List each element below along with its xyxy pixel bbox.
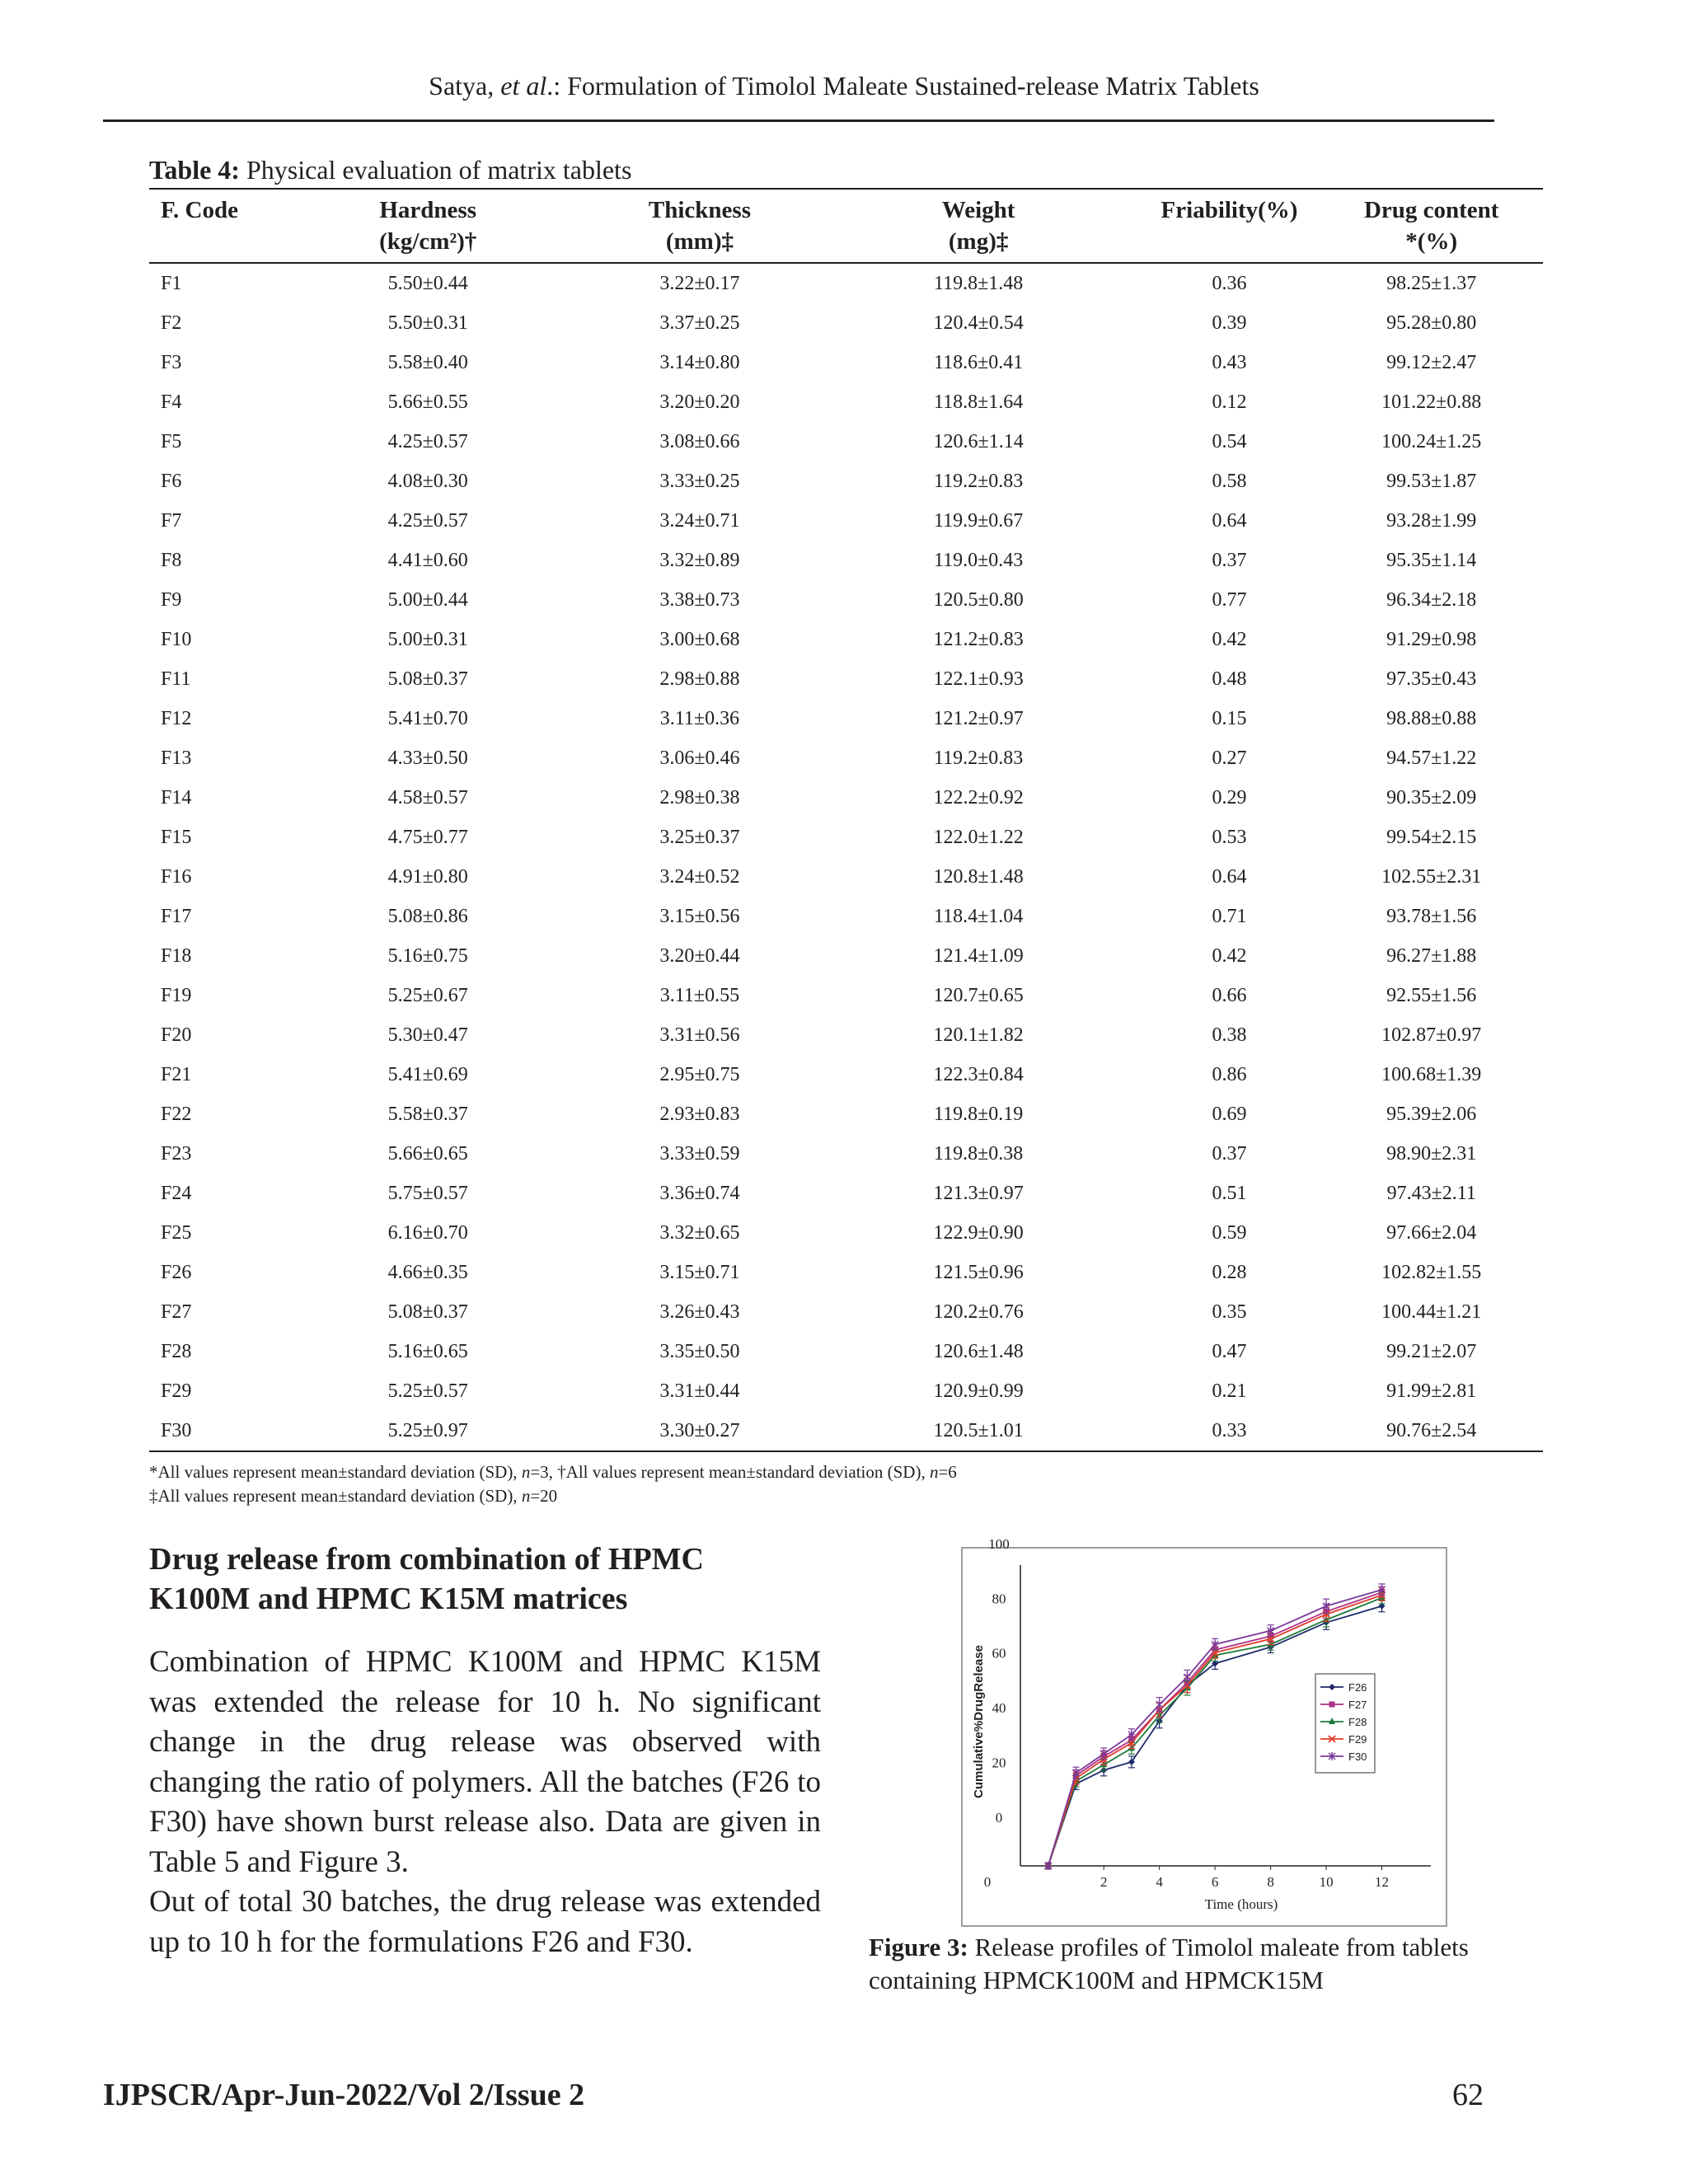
table-cell: 5.50±0.31 [387, 312, 468, 334]
table-row [149, 1332, 1543, 1371]
table-cell: F14 [161, 786, 192, 808]
table-cell: 93.78±1.56 [1386, 905, 1477, 927]
table-row [149, 1055, 1543, 1094]
figure-3 [961, 1536, 1447, 1927]
table-cell: 121.3±0.97 [933, 1182, 1024, 1204]
running-head-etal: et al [500, 71, 547, 101]
table-cell: 5.00±0.44 [387, 588, 468, 611]
table-cell: 5.08±0.86 [387, 905, 468, 927]
table-cell: 121.5±0.96 [933, 1261, 1024, 1283]
table-cell: F6 [161, 470, 182, 492]
table-cell: 5.08±0.37 [387, 668, 468, 690]
paragraph: Out of total 30 batches, the drug release was extended up to 10 h for the formulations F26 and F30. [149, 1885, 821, 1959]
table-cell: 3.33±0.59 [659, 1142, 740, 1165]
footnote-text: =20 [530, 1486, 558, 1506]
table-cell: 3.08±0.66 [659, 430, 740, 452]
table-row [149, 382, 1543, 422]
table-row [149, 976, 1543, 1015]
table-cell: 0.37 [1212, 1142, 1247, 1165]
table-row [149, 699, 1543, 738]
table-cell: F15 [161, 826, 192, 848]
table-cell: 91.99±2.81 [1386, 1380, 1477, 1402]
table-cell: F10 [161, 628, 192, 650]
x-tick-label: 2 [1100, 1874, 1108, 1890]
table-cell: 3.24±0.71 [659, 509, 740, 532]
table-cell: 3.35±0.50 [659, 1340, 740, 1362]
table-cell: F13 [161, 747, 192, 769]
section-body [149, 1643, 821, 1962]
table-cell: 4.75±0.77 [387, 826, 468, 848]
table-row [149, 501, 1543, 541]
table-cell: 96.34±2.18 [1386, 588, 1477, 611]
table-cell: 5.75±0.57 [387, 1182, 468, 1204]
table-cell: 118.6±0.41 [933, 351, 1024, 373]
table-cell: 2.95±0.75 [659, 1063, 740, 1085]
table-row [149, 1292, 1543, 1332]
running-head-authors: Satya, [429, 71, 501, 101]
table-cell: F25 [161, 1221, 192, 1244]
footnote-line-2 [149, 1484, 957, 1508]
table-cell: F9 [161, 588, 182, 611]
table-cell: 3.36±0.74 [659, 1182, 740, 1204]
footnote-text: =6 [938, 1462, 957, 1482]
table-header-row [149, 189, 1543, 263]
table-cell: 119.8±0.19 [933, 1103, 1024, 1125]
table-cell: 3.33±0.25 [659, 470, 740, 492]
table-cell: 0.51 [1212, 1182, 1247, 1204]
legend-label: F29 [1348, 1733, 1367, 1746]
table-cell: 0.36 [1212, 272, 1247, 294]
table-cell: 98.88±0.88 [1386, 707, 1477, 729]
table-cell: 119.8±0.38 [933, 1142, 1024, 1165]
table-cell: 119.9±0.67 [933, 509, 1024, 532]
table-cell: 5.25±0.57 [387, 1380, 468, 1402]
column-header [1320, 189, 1543, 263]
table-cell: 120.8±1.48 [933, 865, 1024, 888]
table-cell: 5.16±0.65 [387, 1340, 468, 1362]
table-cell: 0.47 [1212, 1340, 1247, 1362]
column-header-unit: (mg)‡ [948, 228, 1009, 255]
table-cell: 5.58±0.40 [387, 351, 468, 373]
table-cell: 120.5±1.01 [933, 1419, 1024, 1441]
column-header [1139, 189, 1320, 263]
section-heading-line-2: K100M and HPMC K15M matrices [149, 1582, 628, 1616]
table-cell: 96.27±1.88 [1386, 944, 1477, 967]
table-cell: 3.20±0.44 [659, 944, 740, 967]
column-header-unit: (mm)‡ [665, 228, 734, 255]
table-cell: 0.12 [1212, 391, 1247, 413]
table-row [149, 936, 1543, 976]
x-axis-label: Time (hours) [1204, 1896, 1278, 1912]
table-cell: 95.39±2.06 [1386, 1103, 1477, 1125]
table-cell: 102.82±1.55 [1381, 1261, 1482, 1283]
table-cell: 0.59 [1212, 1221, 1247, 1244]
table-cell: 3.26±0.43 [659, 1301, 740, 1323]
table-cell: 119.0±0.43 [933, 549, 1024, 571]
table-cell: F20 [161, 1024, 192, 1046]
table-cell: 0.29 [1212, 786, 1247, 808]
table-cell: 120.6±1.14 [933, 430, 1024, 452]
table-cell: 3.31±0.44 [659, 1380, 740, 1402]
table-cell: 97.35±0.43 [1386, 668, 1477, 690]
legend-label: F27 [1348, 1699, 1367, 1711]
figure-caption-text: Release profiles of Timolol maleate from tablets containing HPMCK100M and HPMCK15M [869, 1933, 1469, 1994]
table-cell: 0.37 [1212, 549, 1247, 571]
table-cell: 92.55±1.56 [1386, 984, 1477, 1006]
table-cell: 120.4±0.54 [933, 312, 1024, 334]
table-cell: 90.35±2.09 [1386, 786, 1477, 808]
table-cell: 4.66±0.35 [387, 1261, 468, 1283]
column-header [274, 189, 581, 263]
table-cell: 0.64 [1212, 509, 1247, 532]
table-row [149, 1174, 1543, 1213]
table-cell: 3.11±0.55 [659, 984, 740, 1006]
y-tick-label: 0 [995, 1809, 1003, 1825]
table-cell: 0.39 [1212, 312, 1247, 334]
column-header-line: Hardness [379, 197, 477, 223]
physical-evaluation-table [149, 188, 1543, 1452]
table-cell: 0.54 [1212, 430, 1247, 452]
table-row [149, 303, 1543, 343]
table-cell: 5.50±0.44 [387, 272, 468, 294]
running-head-title: .: Formulation of Timolol Maleate Sustained-release Matrix Tablets [546, 71, 1259, 101]
footnote-n: n [521, 1462, 531, 1482]
table-cell: 3.14±0.80 [659, 351, 740, 373]
table-cell: 122.2±0.92 [933, 786, 1024, 808]
table-cell: 4.33±0.50 [387, 747, 468, 769]
table-cell: 5.58±0.37 [387, 1103, 468, 1125]
table-cell: 93.28±1.99 [1386, 509, 1477, 532]
table-cell: F28 [161, 1340, 192, 1362]
table-cell: 101.22±0.88 [1381, 391, 1482, 413]
table-cell: 91.29±0.98 [1386, 628, 1477, 650]
table-cell: 4.25±0.57 [387, 430, 468, 452]
table-cell: 0.33 [1212, 1419, 1247, 1441]
table-cell: 99.54±2.15 [1386, 826, 1477, 848]
table-cell: 100.68±1.39 [1381, 1063, 1482, 1085]
table-cell: 5.66±0.55 [387, 391, 468, 413]
table-cell: 0.64 [1212, 865, 1247, 888]
table-cell: 3.15±0.71 [659, 1261, 740, 1283]
table-row [149, 1094, 1543, 1134]
table-row [149, 857, 1543, 897]
table-cell: F19 [161, 984, 192, 1006]
table-cell: 0.43 [1212, 351, 1247, 373]
table-cell: 3.00±0.68 [659, 628, 740, 650]
table-caption [149, 153, 1543, 188]
table-cell: 102.87±0.97 [1381, 1024, 1482, 1046]
table-cell: 90.76±2.54 [1386, 1419, 1477, 1441]
table-cell: F5 [161, 430, 182, 452]
column-header-unit: (kg/cm²)† [379, 228, 477, 255]
table-cell: 4.25±0.57 [387, 509, 468, 532]
column-header-line: Drug content [1363, 197, 1499, 223]
table-row [149, 263, 1543, 303]
section-heading [149, 1540, 825, 1619]
table-cell: 118.8±1.64 [933, 391, 1024, 413]
column-header-line: F. Code [161, 197, 238, 223]
table-cell: F22 [161, 1103, 192, 1125]
table-cell: 95.28±0.80 [1386, 312, 1477, 334]
column-header [818, 189, 1139, 263]
table-row [149, 897, 1543, 936]
table-cell: 97.66±2.04 [1386, 1221, 1477, 1244]
table-cell: 100.44±1.21 [1381, 1301, 1482, 1323]
table-row [149, 462, 1543, 501]
table-cell: 122.3±0.84 [933, 1063, 1024, 1085]
table-cell: F16 [161, 865, 192, 888]
table-cell: 100.24±1.25 [1381, 430, 1482, 452]
table-cell: 3.32±0.89 [659, 549, 740, 571]
data-point-star [1156, 1700, 1163, 1708]
journal-footer: IJPSCR/Apr-Jun-2022/Vol 2/Issue 2 [103, 2078, 585, 2112]
table-cell: 5.66±0.65 [387, 1142, 468, 1165]
table-cell: 99.21±2.07 [1386, 1340, 1477, 1362]
table-cell: F23 [161, 1142, 192, 1165]
table-cell: 122.1±0.93 [933, 668, 1024, 690]
table-cell: 118.4±1.04 [933, 905, 1024, 927]
table-cell: F18 [161, 944, 192, 967]
table-4 [149, 153, 1543, 1452]
table-cell: 120.1±1.82 [933, 1024, 1024, 1046]
table-cell: 0.21 [1212, 1380, 1247, 1402]
table-cell: 120.2±0.76 [933, 1301, 1024, 1323]
table-row [149, 580, 1543, 620]
table-caption-text: Physical evaluation of matrix tablets [239, 155, 632, 185]
table-cell: 3.31±0.56 [659, 1024, 740, 1046]
table-cell: 4.08±0.30 [387, 470, 468, 492]
table-cell: F29 [161, 1380, 192, 1402]
table-cell: 95.35±1.14 [1386, 549, 1477, 571]
table-row [149, 778, 1543, 818]
column-header [149, 189, 274, 263]
table-cell: 120.7±0.65 [933, 984, 1024, 1006]
table-cell: 119.2±0.83 [933, 470, 1024, 492]
table-row [149, 1371, 1543, 1411]
page-number: 62 [1452, 2078, 1484, 2112]
table-cell: F21 [161, 1063, 192, 1085]
figure-caption [869, 1931, 1528, 1997]
table-cell: F17 [161, 905, 192, 927]
x-tick-label: 12 [1375, 1874, 1390, 1890]
table-cell: 5.08±0.37 [387, 1301, 468, 1323]
footnote-text: ‡All values represent mean±standard deviation (SD), [149, 1486, 522, 1506]
table-cell: 2.98±0.38 [659, 786, 740, 808]
table-cell: 2.98±0.88 [659, 668, 740, 690]
footnote-text: *All values represent mean±standard deviation (SD), [149, 1462, 522, 1482]
table-cell: 5.25±0.97 [387, 1419, 468, 1441]
table-cell: F12 [161, 707, 192, 729]
x-tick-label: 10 [1319, 1874, 1334, 1890]
table-row [149, 1134, 1543, 1174]
legend-label: F26 [1348, 1681, 1367, 1694]
table-cell: 120.9±0.99 [933, 1380, 1024, 1402]
table-cell: 3.25±0.37 [659, 826, 740, 848]
table-cell: 4.58±0.57 [387, 786, 468, 808]
table-cell: 0.42 [1212, 944, 1247, 967]
legend-label: F28 [1348, 1716, 1367, 1728]
data-point-square [1329, 1702, 1335, 1708]
column-header-line: Weight [941, 197, 1015, 223]
table-row [149, 620, 1543, 659]
table-cell: 0.38 [1212, 1024, 1247, 1046]
table-cell: 98.25±1.37 [1386, 272, 1477, 294]
paragraph: Combination of HPMC K100M and HPMC K15M was extended the release for 10 h. No significant change in the drug release was observed with changing the ratio of polymers. All the batches (F26 to F30) have shown burst release also. Data are given in Table 5 and Figure 3. [149, 1645, 821, 1879]
legend-label: F30 [1348, 1750, 1367, 1763]
table-cell: 5.16±0.75 [387, 944, 468, 967]
table-cell: 0.28 [1212, 1261, 1247, 1283]
table-cell: F24 [161, 1182, 192, 1204]
column-header-line: Thickness [648, 197, 751, 223]
running-head [0, 69, 1688, 102]
footnote-line-1 [149, 1460, 957, 1484]
table-cell: 3.32±0.65 [659, 1221, 740, 1244]
table-cell: 0.86 [1212, 1063, 1247, 1085]
table-cell: 94.57±1.22 [1386, 747, 1477, 769]
column-header-unit: *(%) [1405, 228, 1458, 255]
table-cell: 5.41±0.69 [387, 1063, 468, 1085]
table-cell: 3.20±0.20 [659, 391, 740, 413]
table-row [149, 343, 1543, 382]
table-cell: 3.11±0.36 [659, 707, 740, 729]
table-cell: 0.71 [1212, 905, 1247, 927]
table-cell: F30 [161, 1419, 192, 1441]
table-row [149, 541, 1543, 580]
table-row [149, 1411, 1543, 1451]
release-profile-chart [963, 1536, 1446, 1925]
section-heading-line-1: Drug release from combination of HPMC [149, 1542, 704, 1577]
column-header-line: Friability(%) [1160, 197, 1298, 223]
x-tick-label: 0 [983, 1874, 992, 1890]
y-tick-label: 40 [992, 1700, 1006, 1717]
table-cell: 4.91±0.80 [387, 865, 468, 888]
table-cell: 0.53 [1212, 826, 1247, 848]
table-cell: 4.41±0.60 [387, 549, 468, 571]
table-cell: 3.38±0.73 [659, 588, 740, 611]
table-cell: 5.00±0.31 [387, 628, 468, 650]
table-cell: 119.8±1.48 [933, 272, 1024, 294]
table-row [149, 738, 1543, 778]
table-caption-label: Table 4: [149, 155, 240, 185]
figure-caption-label: Figure 3: [869, 1933, 968, 1961]
table-cell: F27 [161, 1301, 192, 1323]
x-tick-label: 4 [1156, 1874, 1163, 1890]
table-body [149, 263, 1543, 1451]
table-row [149, 659, 1543, 699]
table-cell: 121.2±0.83 [933, 628, 1024, 650]
table-row [149, 1253, 1543, 1292]
table-cell: F26 [161, 1261, 192, 1283]
table-cell: 0.66 [1212, 984, 1247, 1006]
column-header [581, 189, 818, 263]
table-cell: 0.77 [1212, 588, 1247, 611]
table-cell: F7 [161, 509, 182, 532]
table-cell: 121.2±0.97 [933, 707, 1024, 729]
table-cell: 2.93±0.83 [659, 1103, 740, 1125]
x-tick-label: 6 [1211, 1874, 1219, 1890]
table-cell: 121.4±1.09 [933, 944, 1024, 967]
table-cell: 122.9±0.90 [933, 1221, 1024, 1244]
table-cell: F4 [161, 391, 182, 413]
table-cell: 119.2±0.83 [933, 747, 1024, 769]
table-cell: F8 [161, 549, 182, 571]
header-rule [103, 120, 1494, 122]
table-cell: 6.16±0.70 [387, 1221, 468, 1244]
table-cell: 0.48 [1212, 668, 1247, 690]
y-tick-label: 80 [992, 1591, 1006, 1607]
table-cell: 5.41±0.70 [387, 707, 468, 729]
table-row [149, 1015, 1543, 1055]
table-cell: 3.24±0.52 [659, 865, 740, 888]
footnote-text: =3, †All values represent mean±standard deviation (SD), [530, 1462, 930, 1482]
table-cell: F1 [161, 272, 182, 294]
y-tick-label: 60 [992, 1645, 1006, 1661]
table-cell: 120.6±1.48 [933, 1340, 1024, 1362]
table-row [149, 1213, 1543, 1253]
table-cell: 0.35 [1212, 1301, 1247, 1323]
table-cell: 3.30±0.27 [659, 1419, 740, 1441]
data-point-star [1184, 1673, 1190, 1681]
table-cell: 0.58 [1212, 470, 1247, 492]
table-cell: 0.42 [1212, 628, 1247, 650]
y-axis-label: Cumulative%DrugRelease [972, 1645, 986, 1798]
table-cell: F3 [161, 351, 182, 373]
table-cell: 0.69 [1212, 1103, 1247, 1125]
table-cell: 5.25±0.67 [387, 984, 468, 1006]
table-cell: 98.90±2.31 [1386, 1142, 1477, 1165]
table-cell: F11 [161, 668, 191, 690]
table-cell: 99.53±1.87 [1386, 470, 1477, 492]
table-cell: 3.22±0.17 [659, 272, 740, 294]
y-tick-label: 100 [988, 1536, 1010, 1552]
table-cell: 3.37±0.25 [659, 312, 740, 334]
table-cell: 3.15±0.56 [659, 905, 740, 927]
footnote-n: n [521, 1486, 531, 1506]
table-cell: 0.27 [1212, 747, 1247, 769]
y-tick-label: 20 [992, 1755, 1006, 1771]
table-cell: 99.12±2.47 [1386, 351, 1477, 373]
table-cell: 120.5±0.80 [933, 588, 1024, 611]
table-row [149, 818, 1543, 857]
x-tick-label: 8 [1267, 1874, 1274, 1890]
footnote-n: n [929, 1462, 939, 1482]
table-cell: 5.30±0.47 [387, 1024, 468, 1046]
table-cell: 102.55±2.31 [1381, 865, 1482, 888]
table-cell: 0.15 [1212, 707, 1247, 729]
table-row [149, 422, 1543, 462]
table-cell: F2 [161, 312, 182, 334]
table-cell: 122.0±1.22 [933, 826, 1024, 848]
table-cell: 97.43±2.11 [1386, 1182, 1476, 1204]
table-cell: 3.06±0.46 [659, 747, 740, 769]
table-footnote [149, 1460, 957, 1508]
